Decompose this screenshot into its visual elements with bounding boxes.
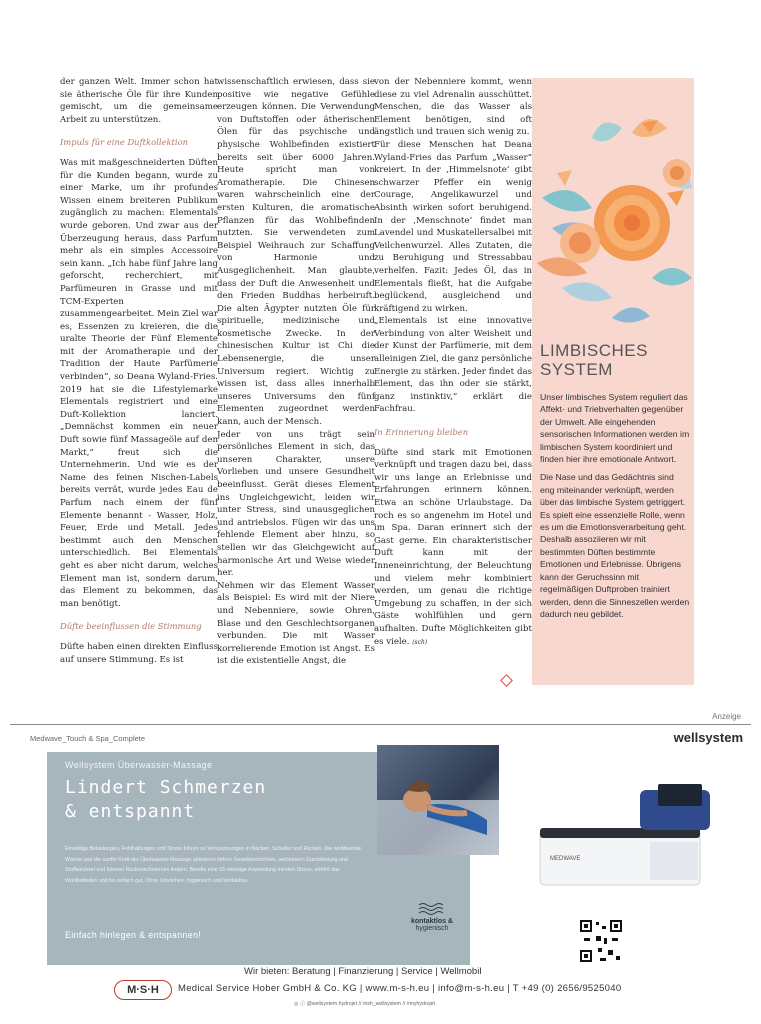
paragraph: der ganzen Welt. Immer schon hat sie ätherische Öle für ihre Kunden gemischt, um die gemeinsame Arbeit zu unterstützen. — [60, 77, 218, 125]
qr-code-icon — [578, 918, 624, 964]
article-column-1 — [60, 76, 218, 666]
paragraph: wissenschaftlich erwiesen, dass sie positive wie negative Gefühle erzeugen können. Die Verwendung von Duftstoffen oder ätherischen Ölen für das psychische und physische Wohlbefinden existiert bereits seit über 6000 Jahren. Heute spricht man von Aromatherapie. Die Chinesen waren wahrscheinlich eine der ersten Kulturen, die aromatische Pflanzen für das Wohlbefinden nutzten. Sie verwendeten zum Beispiel Weihrauch zur Schaffung von Harmonie und Ausgeglichenheit. Man glaubte, dass der Duft die Anwesenheit und den Frieden Buddhas herbeiruft. Die alten Ägypter nutzten Öle für spirituelle, medizinische und kosmetische Zwecke. In der chinesischen Kultur ist Chi die Lebensenergie, die unser Universum regiert. Wichtig zu wissen ist, dass alles innerhalb unseres Universums den fünf Elementen zugeordnet werden kann, auch der Mensch. — [217, 77, 375, 428]
hygiene-badge — [397, 902, 467, 932]
divider — [10, 724, 751, 725]
ad-headline-line: & entspannt — [65, 801, 196, 822]
qr-code[interactable] — [578, 918, 624, 964]
paragraph: Düfte haben einen direkten Einfluss auf unsere Stimmung. Es ist — [60, 641, 218, 665]
paragraph: Jeder von uns trägt sein persönliches Element in sich, das unseren Charakter, unsere Vorlieben und unsere Gesundheit beeinflusst. Gerät dieses Element ins Ungleichgewicht, leiden wir unter Stress, sind unausgeglichen und antriebslos. Fügen wir das uns fehlende Element aber hinzu, so stellen wir das Gleichgewicht auf harmonische Art und Weise wieder her. — [217, 429, 375, 579]
badge-text: hygienisch — [415, 925, 449, 932]
ad-subtitle: Wellsystem Überwasser-Massage — [65, 760, 213, 770]
ad-body-text: Einseitige Belastungen, Fehlhaltungen und Stress führen zu Verspannungen in Nacken, Schulter und Rücken. Die wohltuende Wärme und die sanfte Kraft der Überwasser-Massage aktivieren tiefere Gewebeschichten, verbessern Durchblutung und Stoffwechsel und können Rückenschmerzen lindern. Bereits eine 15-minütige Anwendung mindert Stress, erhöht das Wohlbefinden und tut einfach gut. Ohne Umziehen, hygienisch und kontaktlos. — [65, 846, 361, 884]
author-signature: (sch) — [412, 638, 428, 646]
subheading: Düfte beeinflussen die Stimmung — [60, 621, 202, 632]
paragraph: Was mit maßgeschneiderten Düften für die Kunden begann, wurde zu einer Marke, um ihr profundes Wissen einem breiteren Publikum zugänglich zu machen: Elementals wurde geboren. Und zwar aus der Überzeugung heraus, dass Parfum mehr als ein simples Accessoire sein kann. „Ich habe fünf Jahre lang geforscht, recherchiert, mit Parfümeuren in Grasse und mit TCM-Experten zusammengearbeitet. Mein Ziel war es, Essenzen zu kreieren, die die uralte Theorie der Fünf Elemente mit der Aromatherapie und der Tradition der Haute Parfümerie verbinden“, so Deana Wyland-Fries. 2019 hat sie die Lifestylemarke Elementals registriert und eine Duft-Kollektion lanciert. „Demnächst kommen ein neuer Duft sowie fünf Massageöle auf den Markt,“ freut sich die Unternehmerin. Und wie es der Name des feinen Nischen-Labels bereits verrät, wurde jedes Eau de Parfum nach einem der fünf Elemente benannt - Wasser, Holz, Feuer, Erde und Metall. Jedes bestimmt auch den Menschen unterschiedlich. Bei Elementals geht es aber nicht darum, welches Element man ist, sondern darum, das Element zu bekommen, das man benötigt. — [60, 157, 218, 609]
device-label: MEDWAVE — [550, 856, 581, 862]
msh-logo: M·S·H — [114, 980, 172, 1000]
wave-icon — [417, 902, 447, 916]
sidebar-text — [540, 391, 690, 626]
ad-headline — [65, 776, 266, 824]
article-column-3 — [374, 76, 532, 649]
sidebar-box — [532, 78, 694, 685]
footer-social-handles — [294, 1000, 435, 1007]
paragraph: Nehmen wir das Element Wasser als Beispiel: Es wird mit der Niere und Nebenniere, sowie Ohren, Blase und den Geschlechtsorganen verbunden. Die mit Wasser korrelierende Emotion ist Angst. Es ist die existentielle Angst, die — [217, 580, 375, 667]
paragraph: von der Nebenniere kommt, wenn diese zu viel Adrenalin ausschüttet. Menschen, die das Wasser als Element benötigen, sind oft ängstlich und trauen sich wenig zu. — [374, 77, 532, 138]
flower-illustration-icon — [532, 78, 694, 333]
footer-company-info: Medical Service Hober GmbH & Co. KG | www.m-s-h.eu | info@m-s-h.eu | T +49 (0) 2656/9525040 — [178, 983, 622, 994]
brand-logo: wellsystem — [673, 730, 743, 745]
ad-call-to-action: Einfach hinlegen & entspannen! — [65, 930, 202, 940]
social-text: @wellsystem.hydrojet // msh_wellsystem // #myhydrojet — [306, 1001, 435, 1007]
ad-photo-woman-relaxing — [377, 745, 499, 855]
massage-bed-icon — [530, 780, 720, 900]
paragraph-text: Düfte sind stark mit Emotionen verknüpft und tragen dazu bei, dass wir uns lange an Erlebnisse und Erfahrungen erinnern können. Etwa an schöne Urlaubstage. Da roch es so angenehm im Hotel und im Spa. Daran erinnert sich der Gast gerne. Ein charakteristischer Duft kann mit der Inneneinrichtung, der Beleuchtung und vielem mehr kombiniert werden, um genau die richtige Umgebung zu schaffen, in der sich Gäste wohlfühlen und gern aufhalten. Dufte Möglichkeiten gibt es viele. — [374, 447, 532, 647]
paragraph — [374, 447, 532, 650]
footer-services: Wir bieten: Beratung | Finanzierung | Service | Wellmobil — [244, 966, 482, 977]
end-marker-icon — [500, 674, 513, 687]
ad-product-name: Medwave_Touch & Spa_Complete — [30, 734, 146, 743]
social-icons: ◎ ⓕ — [294, 1001, 307, 1007]
badge-text: kontaktlos & — [410, 918, 453, 925]
subheading: In Erinnerung bleiben — [374, 427, 469, 438]
sidebar-title: LIMBISCHES SYSTEM — [540, 341, 648, 379]
paper-flower-illustration — [532, 78, 694, 333]
sidebar-paragraph: Unser limbisches System reguliert das Affekt- und Triebverhalten gegenüber der Umwelt. Alle eingehenden sensorischen Informationen werden im limbischen System koordiniert und finden hier ihre emotionale Antwort. — [540, 392, 690, 465]
photo-icon — [377, 745, 499, 855]
massage-device-image — [530, 780, 720, 900]
article-column-2 — [217, 76, 375, 668]
subheading: Impuls für eine Duftkollektion — [60, 137, 189, 148]
sidebar-paragraph: Die Nase und das Gedächtnis sind eng miteinander verknüpft, werden über das limbische System getriggert. Es spielt eine essenzielle Rolle, wenn es um die Emotionsverarbeitung geht. Deshalb assoziieren wir mit bestimmten Düften bestimmte Emotionen und Erlebnisse. Übrigens kann der Geruchssinn mit regelmäßigen Duftproben trainiert werden, denn die Sinneszellen werden dadurch neu gebildet. — [540, 472, 690, 619]
ad-headline-line: Lindert Schmerzen — [65, 777, 267, 798]
paragraph: „Elementals ist eine innovative Verbindung von alter Weisheit und der Kunst der Parfümerie, mit dem alleinigen Ziel, die ganz persönliche Energie zu stärken. Jeder findet das Element, das ihn oder sie stärkt, ganz instinktiv,“ erklärt die Fachfrau. — [374, 316, 532, 415]
paragraph: Für diese Menschen hat Deana Wyland-Fries das Parfum „Wasser“ kreiert. In der ‚Himmelsnote‘ gibt schwarzer Pfeffer ein wenig Courage, Angelikawurzel und Absinth wirken sofort beruhigend. In der ‚Menschnote‘ findet man Lavendel und Muskatellersalbei mit Veilchenwurzel. Alles Zutaten, die zu Beruhigung und Stressabbau verhelfen. Fazit: Jedes Öl, das in Elementals fließt, hat die Aufgabe beglückend, ausgleichend und kräftigend zu wirken. — [374, 139, 532, 314]
ad-label: Anzeige — [712, 712, 741, 721]
